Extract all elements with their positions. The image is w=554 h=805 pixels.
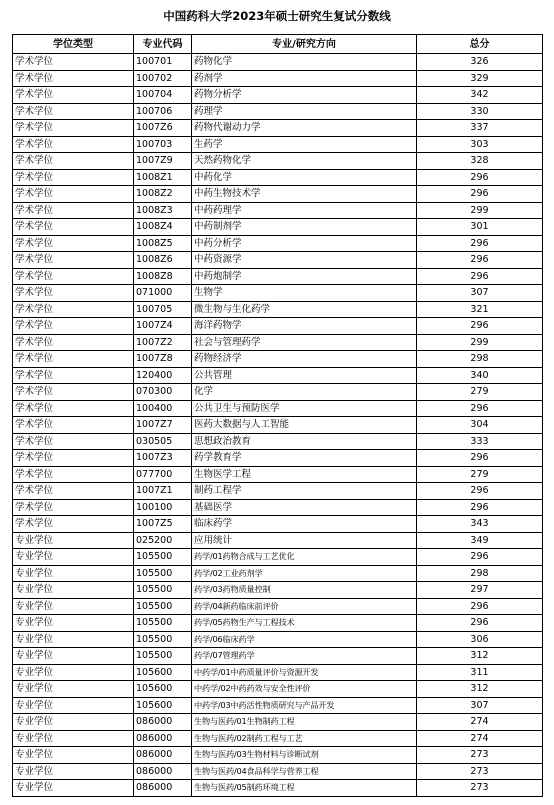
- cell-major-direction: 中药药理学: [192, 202, 417, 219]
- table-row: [13, 499, 543, 516]
- cell-major-direction: 中药资源学: [192, 252, 417, 269]
- cell-degree-type: 学术学位: [13, 466, 134, 483]
- cell-major-direction: 中药生物技术学: [192, 186, 417, 203]
- cell-major-direction: 基础医学: [192, 499, 417, 516]
- table-row: [13, 681, 543, 698]
- cell-major-code: 086000: [134, 714, 192, 731]
- cell-total-score: 274: [417, 730, 543, 747]
- cell-total-score: 349: [417, 532, 543, 549]
- cell-degree-type: 学术学位: [13, 483, 134, 500]
- table-row: [13, 582, 543, 599]
- cell-major-code: 100703: [134, 136, 192, 153]
- cell-degree-type: 专业学位: [13, 648, 134, 665]
- table-row: [13, 301, 543, 318]
- cell-total-score: 296: [417, 499, 543, 516]
- cell-major-direction: 药学/06临床药学: [192, 631, 417, 648]
- table-row: [13, 697, 543, 714]
- table-row: [13, 120, 543, 137]
- cell-major-direction: 生物与医药/03生物材料与诊断试剂: [192, 747, 417, 764]
- cell-major-direction: 药学/03药物质量控制: [192, 582, 417, 599]
- cell-degree-type: 学术学位: [13, 219, 134, 236]
- cell-degree-type: 学术学位: [13, 87, 134, 104]
- cell-degree-type: 学术学位: [13, 433, 134, 450]
- cell-total-score: 329: [417, 70, 543, 87]
- cell-major-direction: 医药大数据与人工智能: [192, 417, 417, 434]
- table-row: [13, 615, 543, 632]
- cell-degree-type: 学术学位: [13, 120, 134, 137]
- cell-degree-type: 学术学位: [13, 334, 134, 351]
- cell-degree-type: 专业学位: [13, 763, 134, 780]
- cell-major-direction: 中药分析学: [192, 235, 417, 252]
- cell-total-score: 307: [417, 285, 543, 302]
- cell-major-direction: 中药化学: [192, 169, 417, 186]
- cell-major-direction: 制药工程学: [192, 483, 417, 500]
- cell-degree-type: 专业学位: [13, 681, 134, 698]
- table-row: [13, 202, 543, 219]
- header-total-score: 总分: [417, 35, 543, 54]
- cell-major-direction: 药物代谢动力学: [192, 120, 417, 137]
- cell-degree-type: 专业学位: [13, 615, 134, 632]
- cell-degree-type: 学术学位: [13, 400, 134, 417]
- cell-total-score: 297: [417, 582, 543, 599]
- cell-major-code: 105500: [134, 565, 192, 582]
- table-row: [13, 87, 543, 104]
- cell-total-score: 312: [417, 681, 543, 698]
- cell-degree-type: 学术学位: [13, 268, 134, 285]
- table-row: [13, 268, 543, 285]
- cell-major-direction: 社会与管理药学: [192, 334, 417, 351]
- cell-degree-type: 学术学位: [13, 318, 134, 335]
- cell-total-score: 321: [417, 301, 543, 318]
- cell-degree-type: 学术学位: [13, 186, 134, 203]
- cell-degree-type: 学术学位: [13, 285, 134, 302]
- cell-major-direction: 药学/07管理药学: [192, 648, 417, 665]
- cell-major-direction: 中药学/01中药质量评价与资源开发: [192, 664, 417, 681]
- cell-degree-type: 学术学位: [13, 367, 134, 384]
- cell-total-score: 299: [417, 334, 543, 351]
- cell-major-direction: 生物与医药/04食品科学与营养工程: [192, 763, 417, 780]
- cell-major-code: 086000: [134, 747, 192, 764]
- cell-major-direction: 思想政治教育: [192, 433, 417, 450]
- table-row: [13, 417, 543, 434]
- cell-major-code: 1007Z6: [134, 120, 192, 137]
- table-row: [13, 631, 543, 648]
- cell-major-direction: 中药学/02中药药效与安全性评价: [192, 681, 417, 698]
- cell-major-direction: 应用统计: [192, 532, 417, 549]
- cell-major-direction: 药学/02工业药剂学: [192, 565, 417, 582]
- cell-degree-type: 学术学位: [13, 202, 134, 219]
- cell-total-score: 301: [417, 219, 543, 236]
- cell-major-code: 071000: [134, 285, 192, 302]
- cell-major-code: 1007Z7: [134, 417, 192, 434]
- cell-major-direction: 生物医学工程: [192, 466, 417, 483]
- cell-total-score: 296: [417, 268, 543, 285]
- cell-major-direction: 临床药学: [192, 516, 417, 533]
- cell-total-score: 312: [417, 648, 543, 665]
- cell-total-score: 296: [417, 169, 543, 186]
- cell-total-score: 296: [417, 186, 543, 203]
- cell-degree-type: 专业学位: [13, 697, 134, 714]
- table-row: [13, 219, 543, 236]
- cell-total-score: 326: [417, 54, 543, 71]
- cell-major-code: 1007Z4: [134, 318, 192, 335]
- cell-degree-type: 学术学位: [13, 301, 134, 318]
- table-row: [13, 318, 543, 335]
- table-row: [13, 186, 543, 203]
- cell-total-score: 342: [417, 87, 543, 104]
- cell-major-direction: 中药制剂学: [192, 219, 417, 236]
- table-row: [13, 351, 543, 368]
- cell-major-direction: 药学/01药物合成与工艺优化: [192, 549, 417, 566]
- cell-major-code: 1008Z3: [134, 202, 192, 219]
- table-row: [13, 70, 543, 87]
- table-row: [13, 483, 543, 500]
- table-row: [13, 747, 543, 764]
- cell-major-code: 1007Z3: [134, 450, 192, 467]
- cell-major-direction: 药剂学: [192, 70, 417, 87]
- cell-degree-type: 学术学位: [13, 54, 134, 71]
- table-row: [13, 334, 543, 351]
- cell-degree-type: 学术学位: [13, 153, 134, 170]
- table-row: [13, 549, 543, 566]
- cell-major-code: 077700: [134, 466, 192, 483]
- header-degree-type: 学位类型: [13, 35, 134, 54]
- table-row: [13, 763, 543, 780]
- cell-total-score: 330: [417, 103, 543, 120]
- cell-major-code: 025200: [134, 532, 192, 549]
- cell-degree-type: 学术学位: [13, 70, 134, 87]
- table-row: [13, 532, 543, 549]
- table-row: [13, 153, 543, 170]
- cell-major-code: 086000: [134, 780, 192, 797]
- cell-total-score: 304: [417, 417, 543, 434]
- cell-degree-type: 专业学位: [13, 714, 134, 731]
- cell-degree-type: 专业学位: [13, 747, 134, 764]
- cell-major-code: 1008Z4: [134, 219, 192, 236]
- cell-total-score: 337: [417, 120, 543, 137]
- cell-major-direction: 药学教育学: [192, 450, 417, 467]
- table-row: [13, 648, 543, 665]
- cell-degree-type: 专业学位: [13, 780, 134, 797]
- cell-major-direction: 中药学/03中药活性物质研究与产品开发: [192, 697, 417, 714]
- cell-major-code: 105500: [134, 549, 192, 566]
- cell-total-score: 296: [417, 318, 543, 335]
- table-row: [13, 384, 543, 401]
- cell-major-code: 1007Z5: [134, 516, 192, 533]
- cell-major-code: 100400: [134, 400, 192, 417]
- table-row: [13, 367, 543, 384]
- table-row: [13, 252, 543, 269]
- cell-degree-type: 学术学位: [13, 450, 134, 467]
- cell-major-code: 1008Z6: [134, 252, 192, 269]
- table-row: [13, 169, 543, 186]
- cell-total-score: 274: [417, 714, 543, 731]
- cell-degree-type: 学术学位: [13, 136, 134, 153]
- table-row: [13, 516, 543, 533]
- cell-major-code: 105500: [134, 631, 192, 648]
- header-major-direction: 专业/研究方向: [192, 35, 417, 54]
- cell-major-code: 1007Z9: [134, 153, 192, 170]
- cell-major-code: 120400: [134, 367, 192, 384]
- cell-major-code: 105500: [134, 615, 192, 632]
- cell-total-score: 298: [417, 351, 543, 368]
- cell-major-code: 100705: [134, 301, 192, 318]
- cell-total-score: 273: [417, 747, 543, 764]
- table-row: [13, 714, 543, 731]
- cell-major-code: 100100: [134, 499, 192, 516]
- table-row: [13, 780, 543, 797]
- cell-major-code: 1008Z1: [134, 169, 192, 186]
- cell-degree-type: 学术学位: [13, 351, 134, 368]
- cell-major-code: 100704: [134, 87, 192, 104]
- cell-degree-type: 专业学位: [13, 631, 134, 648]
- cell-major-direction: 中药炮制学: [192, 268, 417, 285]
- cell-degree-type: 学术学位: [13, 417, 134, 434]
- cell-major-direction: 化学: [192, 384, 417, 401]
- cell-major-code: 100701: [134, 54, 192, 71]
- cell-major-code: 100702: [134, 70, 192, 87]
- cell-total-score: 279: [417, 384, 543, 401]
- cell-total-score: 298: [417, 565, 543, 582]
- cell-major-direction: 生药学: [192, 136, 417, 153]
- cell-total-score: 303: [417, 136, 543, 153]
- cell-total-score: 296: [417, 400, 543, 417]
- page-title: 中国药科大学2023年硕士研究生复试分数线: [163, 9, 391, 23]
- cell-total-score: 340: [417, 367, 543, 384]
- table-row: [13, 730, 543, 747]
- cell-degree-type: 专业学位: [13, 549, 134, 566]
- cell-major-code: 105600: [134, 697, 192, 714]
- cell-major-direction: 生物与医药/05制药环境工程: [192, 780, 417, 797]
- cell-major-direction: 微生物与生化药学: [192, 301, 417, 318]
- table-row: [13, 235, 543, 252]
- cell-degree-type: 专业学位: [13, 582, 134, 599]
- table-header-row: [13, 35, 543, 54]
- cell-major-code: 105600: [134, 681, 192, 698]
- cell-total-score: 299: [417, 202, 543, 219]
- cell-major-direction: 生物与医药/01生物制药工程: [192, 714, 417, 731]
- table-row: [13, 285, 543, 302]
- cell-major-code: 105600: [134, 664, 192, 681]
- cell-total-score: 296: [417, 598, 543, 615]
- score-table: [12, 34, 543, 797]
- cell-total-score: 296: [417, 549, 543, 566]
- cell-major-direction: 生物与医药/02制药工程与工艺: [192, 730, 417, 747]
- cell-major-direction: 药理学: [192, 103, 417, 120]
- cell-major-direction: 生物学: [192, 285, 417, 302]
- cell-major-code: 1008Z8: [134, 268, 192, 285]
- cell-degree-type: 学术学位: [13, 103, 134, 120]
- cell-total-score: 333: [417, 433, 543, 450]
- cell-degree-type: 专业学位: [13, 532, 134, 549]
- cell-major-direction: 海洋药物学: [192, 318, 417, 335]
- cell-total-score: 296: [417, 252, 543, 269]
- cell-major-direction: 药学/05药物生产与工程技术: [192, 615, 417, 632]
- table-row: [13, 400, 543, 417]
- table-row: [13, 54, 543, 71]
- cell-degree-type: 学术学位: [13, 169, 134, 186]
- cell-major-direction: 公共管理: [192, 367, 417, 384]
- cell-degree-type: 学术学位: [13, 252, 134, 269]
- cell-total-score: 328: [417, 153, 543, 170]
- table-row: [13, 136, 543, 153]
- cell-major-direction: 药物分析学: [192, 87, 417, 104]
- cell-total-score: 296: [417, 235, 543, 252]
- cell-degree-type: 专业学位: [13, 565, 134, 582]
- cell-major-code: 086000: [134, 763, 192, 780]
- cell-major-code: 105500: [134, 598, 192, 615]
- cell-total-score: 311: [417, 664, 543, 681]
- cell-degree-type: 学术学位: [13, 384, 134, 401]
- cell-major-code: 100706: [134, 103, 192, 120]
- table-row: [13, 664, 543, 681]
- table-row: [13, 433, 543, 450]
- cell-degree-type: 专业学位: [13, 598, 134, 615]
- cell-total-score: 296: [417, 483, 543, 500]
- cell-major-code: 1007Z1: [134, 483, 192, 500]
- cell-degree-type: 专业学位: [13, 730, 134, 747]
- cell-major-code: 070300: [134, 384, 192, 401]
- table-row: [13, 103, 543, 120]
- table-body: [13, 54, 543, 797]
- cell-major-code: 1007Z2: [134, 334, 192, 351]
- cell-degree-type: 学术学位: [13, 516, 134, 533]
- cell-degree-type: 学术学位: [13, 235, 134, 252]
- cell-major-code: 1007Z8: [134, 351, 192, 368]
- header-major-code: 专业代码: [134, 35, 192, 54]
- table-row: [13, 466, 543, 483]
- cell-total-score: 273: [417, 780, 543, 797]
- cell-total-score: 307: [417, 697, 543, 714]
- cell-total-score: 279: [417, 466, 543, 483]
- cell-major-code: 105500: [134, 582, 192, 599]
- cell-major-direction: 药物经济学: [192, 351, 417, 368]
- cell-total-score: 343: [417, 516, 543, 533]
- cell-major-direction: 天然药物化学: [192, 153, 417, 170]
- cell-degree-type: 专业学位: [13, 664, 134, 681]
- cell-major-direction: 公共卫生与预防医学: [192, 400, 417, 417]
- cell-total-score: 296: [417, 450, 543, 467]
- cell-major-code: 105500: [134, 648, 192, 665]
- table-row: [13, 565, 543, 582]
- cell-total-score: 296: [417, 615, 543, 632]
- cell-major-code: 1008Z5: [134, 235, 192, 252]
- cell-major-direction: 药物化学: [192, 54, 417, 71]
- cell-total-score: 273: [417, 763, 543, 780]
- cell-major-code: 1008Z2: [134, 186, 192, 203]
- cell-major-code: 030505: [134, 433, 192, 450]
- cell-major-direction: 药学/04新药临床前评价: [192, 598, 417, 615]
- cell-total-score: 306: [417, 631, 543, 648]
- cell-degree-type: 学术学位: [13, 499, 134, 516]
- table-row: [13, 598, 543, 615]
- cell-major-code: 086000: [134, 730, 192, 747]
- table-row: [13, 450, 543, 467]
